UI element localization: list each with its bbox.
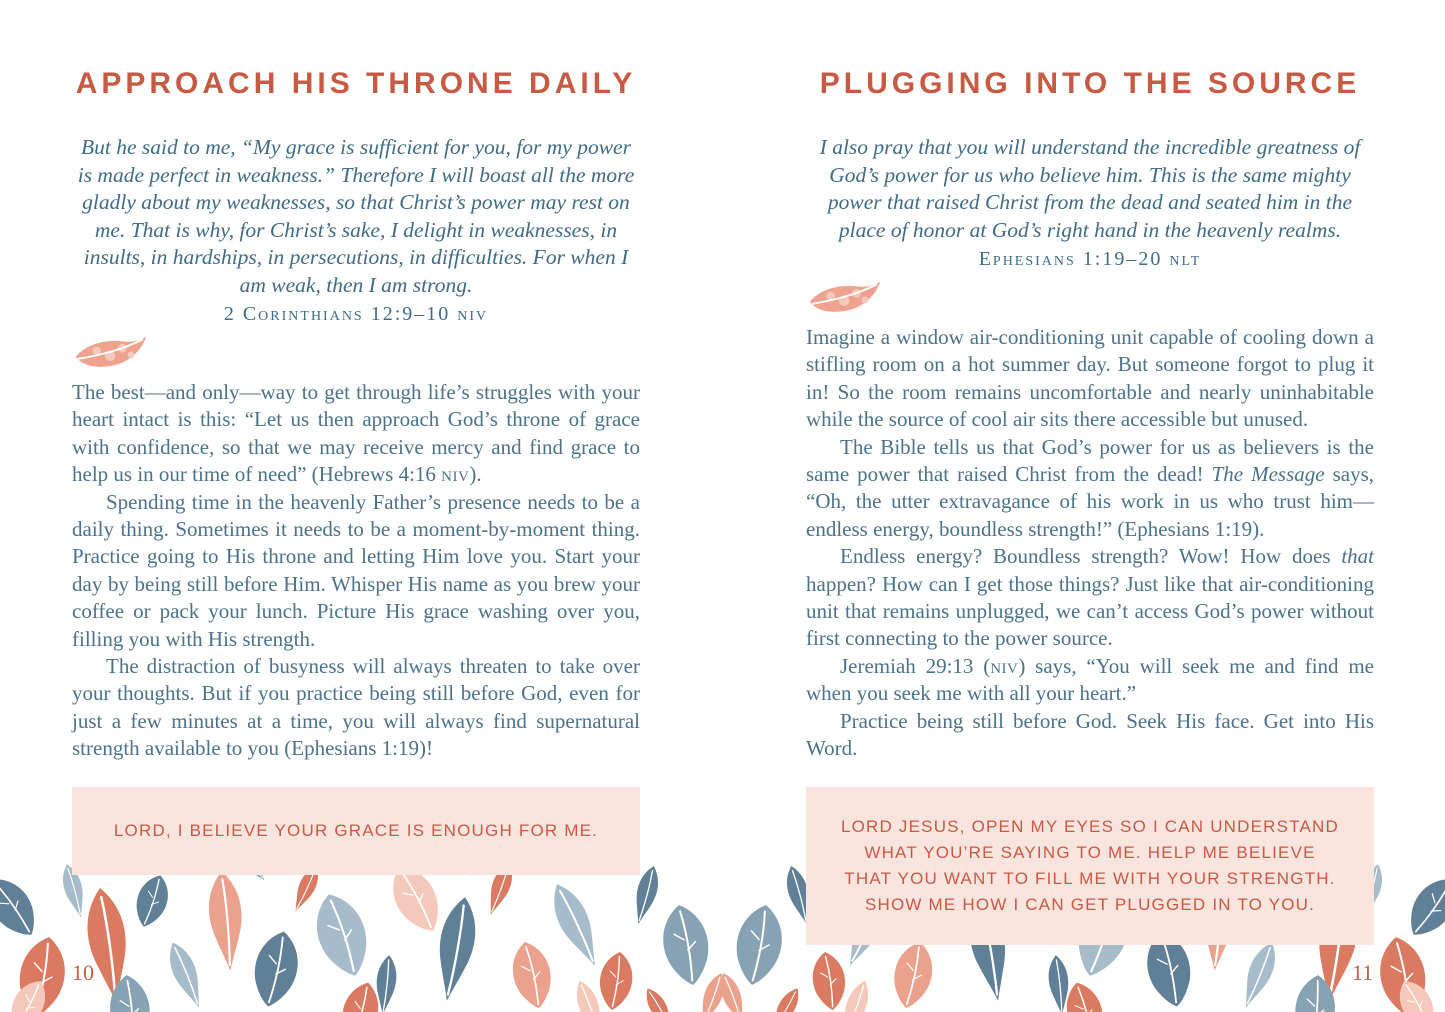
right-scripture-reference: Ephesians 1:19–20 nlt xyxy=(978,248,1202,270)
text-run: Endless energy? Boundless strength? Wow! How does xyxy=(840,544,1342,569)
left-chapter-title: APPROACH HIS THRONE DAILY xyxy=(75,67,637,100)
body-paragraph xyxy=(806,653,1374,708)
left-prayer-box xyxy=(72,787,640,875)
text-run: happen? How can I get those things? Just like that air-conditioning unit that remains unplugged, we can’t access God’s power without first connecting to the power source. xyxy=(806,571,1374,651)
text-run: niv xyxy=(441,462,470,487)
body-paragraph xyxy=(806,324,1374,434)
leaf-ornament-icon xyxy=(72,333,150,371)
text-run: says, “Oh, the utter extravagance of his work in us who trust him—endless energy, boundless strength!” (Ephesians 1:19). xyxy=(806,462,1374,541)
text-run: Practice being still before God. Seek His face. Get into His Word. xyxy=(806,708,1374,761)
text-run: The Bible tells us that God’s power for us as believers is the same power that raised Christ from the dead! xyxy=(806,434,1374,487)
body-paragraph xyxy=(72,379,640,489)
leaf-ornament-icon xyxy=(806,278,884,316)
text-run: The best—and only—way to get through life’s struggles with your heart intact is this: “Let us then approach God’s throne of grace with confidence, so that we may receive mercy and find grace to help us in our time of need” (Hebrews 4:16 xyxy=(72,380,640,487)
text-run: The Message xyxy=(1211,462,1325,487)
text-run: Jeremiah 29:13 ( xyxy=(840,653,991,678)
text-run: that xyxy=(1341,544,1374,569)
left-body-text xyxy=(72,379,640,763)
right-prayer-box xyxy=(806,787,1374,945)
body-paragraph xyxy=(806,434,1374,544)
left-page xyxy=(0,0,722,1012)
body-paragraph xyxy=(72,489,640,653)
right-chapter-title: PLUGGING INTO THE SOURCE xyxy=(819,67,1361,100)
right-page-number: 11 xyxy=(1352,960,1374,985)
left-scripture-reference: 2 Corinthians 12:9–10 niv xyxy=(223,303,489,325)
right-prayer-text: LORD JESUS, OPEN MY EYES SO I CAN UNDERSTAND WHAT YOU’RE SAYING TO ME. HELP ME BELIEVE THAT YOU WANT TO FILL ME WITH YOUR STRENGTH. SHOW ME HOW I CAN GET PLUGGED IN TO YOU. xyxy=(840,816,1340,914)
left-scripture-quote: But he said to me, “My grace is sufficient for you, for my power is made perfect in weakness.” Therefore I will boast all the more gladly about my weaknesses, so that Christ’s power may rest on me. That is why, for Christ’s sake, I delight in weaknesses, in insults, in hardships, in persecutions, in difficulties. For when I am weak, then I am strong. xyxy=(77,135,635,297)
text-run: niv xyxy=(990,653,1019,678)
text-run: Spending time in the heavenly Father’s presence needs to be a daily thing. Sometimes it needs to be a moment-by-moment thing. Practice going to His throne and letting Him love you. Start your day by being still before Him. Whisper His name as you brew your coffee or pack your lunch. Picture His grace washing over you, filling you with His strength. xyxy=(72,489,640,651)
text-run: ) says, “You will seek me and find me when you seek me with all your heart.” xyxy=(806,653,1374,706)
text-run: The distraction of busyness will always threaten to take over your thoughts. But if you practice being still before God, even for just a few minutes at a time, you will always find supernatural strength available to you (Ephesians 1:19)! xyxy=(72,654,640,761)
right-body-text xyxy=(806,324,1374,763)
text-run: Imagine a window air-conditioning unit capable of cooling down a stifling room on a hot summer day. But someone forgot to plug it in! So the room remains uncomfortable and nearly uninhabitable while the source of cool air sits there accessible but unused. xyxy=(806,325,1374,432)
left-prayer-text: LORD, I BELIEVE YOUR GRACE IS ENOUGH FOR ME. xyxy=(113,820,599,840)
right-page xyxy=(722,0,1444,1012)
right-scripture-quote: I also pray that you will understand the incredible greatness of God’s power for us who believe him. This is the same mighty power that raised Christ from the dead and seated him in the place of honor at God’s right hand in the heavenly realms. xyxy=(819,135,1361,242)
left-page-number: 10 xyxy=(72,960,94,985)
text-run: ). xyxy=(469,462,482,487)
body-paragraph xyxy=(806,708,1374,763)
body-paragraph xyxy=(806,543,1374,653)
body-paragraph xyxy=(72,653,640,763)
